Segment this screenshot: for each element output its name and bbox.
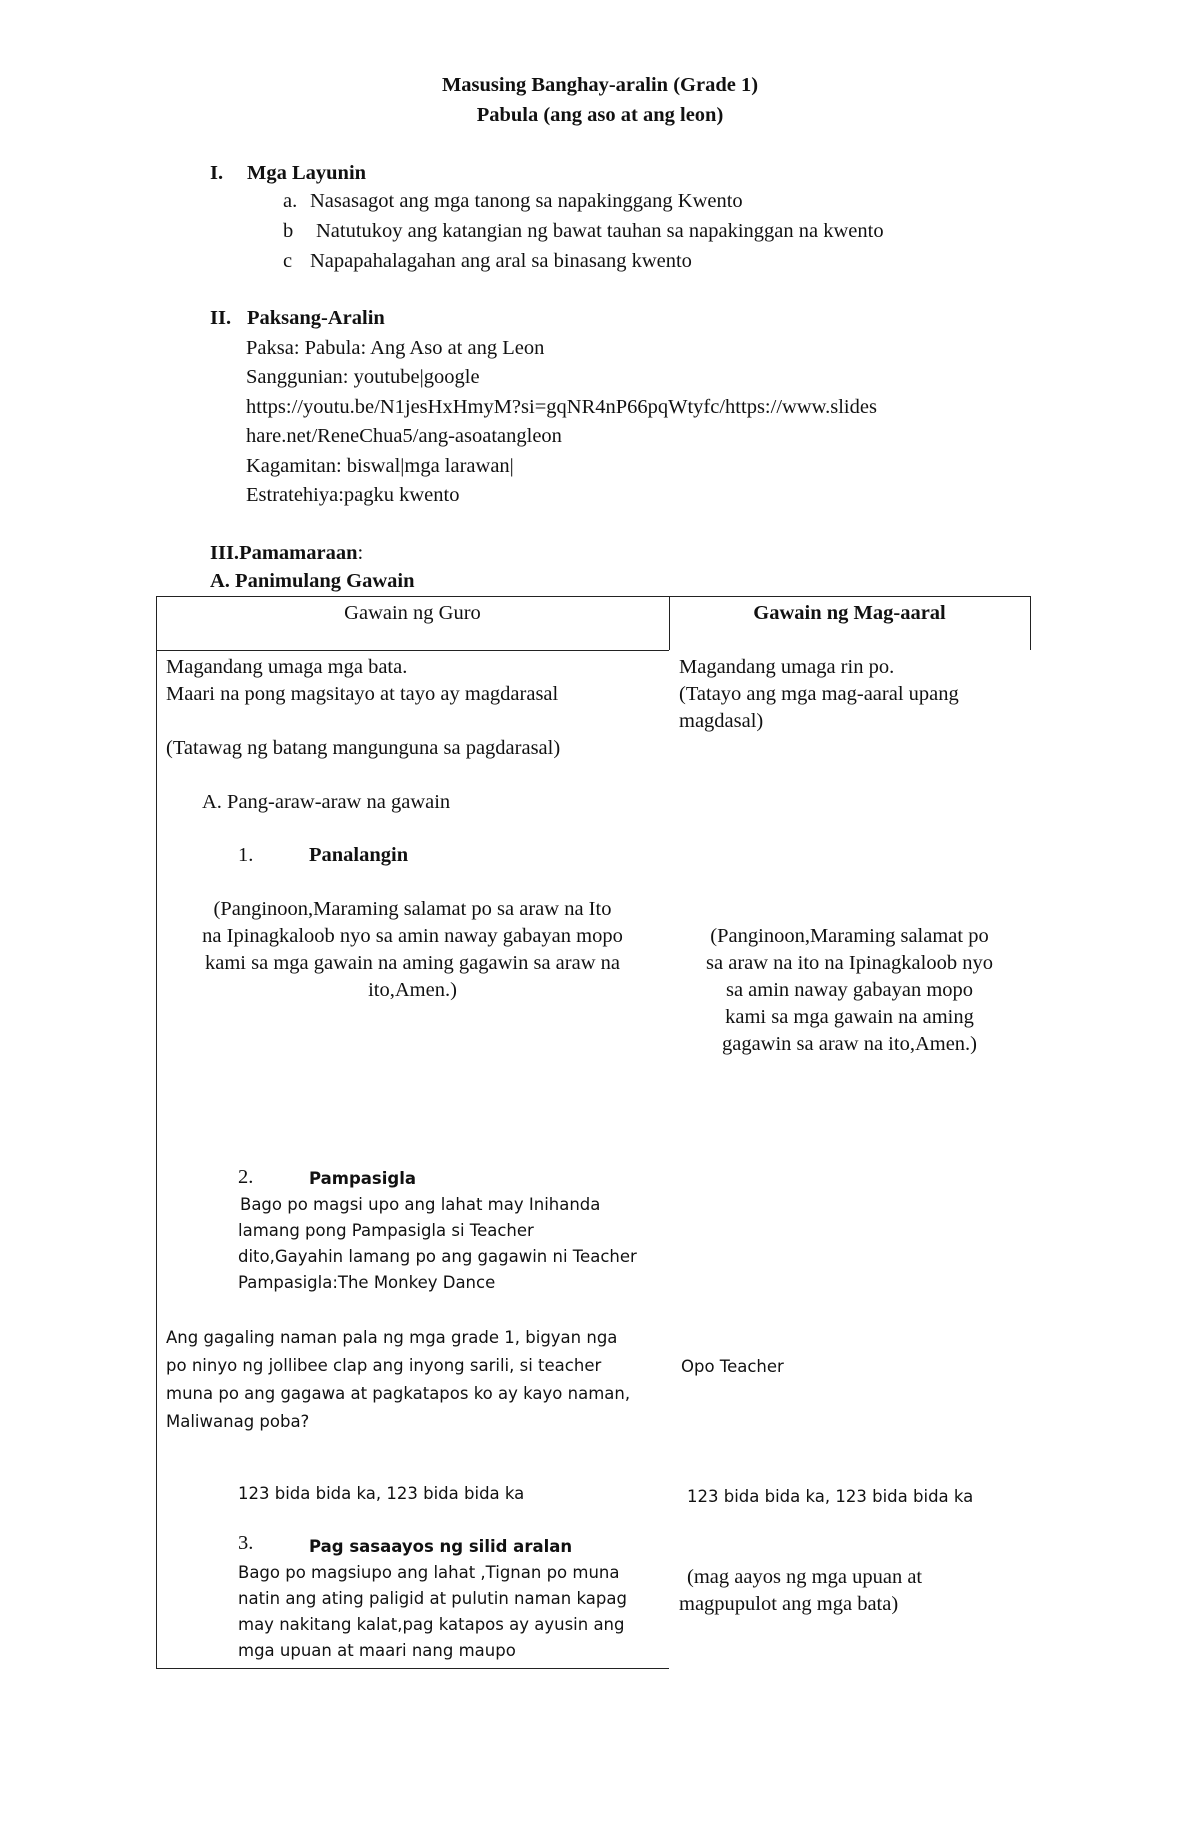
table-right-border — [1030, 596, 1031, 650]
item2-line: lamang pong Pampasigla si Teacher — [238, 1221, 534, 1240]
student-greeting: Magandang umaga rin po. — [679, 656, 895, 678]
praise-line: Maliwanag poba? — [166, 1412, 310, 1431]
item3-line: natin ang ating paligid at pulutin naman kapag — [238, 1589, 627, 1608]
item3-title: Pag sasaayos ng silid aralan — [309, 1537, 573, 1556]
table-header-bottom-border — [156, 650, 669, 651]
student-prayer-line: sa araw na ito na Ipinagkaloob nyo — [706, 952, 993, 974]
student-prayer-line: gagawin sa araw na ito,Amen.) — [721, 1033, 978, 1055]
item2-line: Pampasigla:The Monkey Dance — [238, 1273, 496, 1292]
item2-number: 2. — [238, 1166, 254, 1188]
item2-title: Pampasigla — [309, 1169, 417, 1188]
student-ayos-line: (mag aayos ng mga upuan at — [687, 1566, 923, 1588]
daily-activities-label: A. Pang-araw-araw na gawain — [202, 791, 451, 813]
student-prayer-line: sa amin naway gabayan mopo — [725, 979, 974, 1001]
student-chant: 123 bida bida ka, 123 bida bida ka — [687, 1487, 974, 1506]
reference-link[interactable]: https://youtu.be/N1jesHxHmyM?si=gqNR4nP66pqWtyfc/https://www.slides — [246, 396, 877, 418]
guro-prayer-line: na Ipinagkaloob nyo sa amin naway gabayan mopo — [202, 925, 623, 947]
section3-colon: : — [357, 542, 364, 564]
item3-line: Bago po magsiupo ang lahat ,Tignan po muna — [238, 1563, 620, 1582]
kagamitan-line: Kagamitan: biswal|mga larawan| — [246, 455, 514, 477]
student-prayer-line: (Panginoon,Maraming salamat po — [710, 925, 989, 947]
guro-tatawag: (Tatawag ng batang mangunguna sa pagdarasal) — [166, 737, 561, 759]
paksa-line: Paksa: Pabula: Ang Aso at ang Leon — [246, 337, 545, 359]
item1-number: 1. — [238, 844, 254, 866]
student-tatayo-line: (Tatayo ang mga mag-aaral upang — [679, 683, 959, 705]
item3-line: may nakitang kalat,pag katapos ay ayusin ang — [238, 1615, 625, 1634]
student-prayer-line: kami sa mga gawain na aming — [725, 1006, 974, 1028]
section3-subheading: A. Panimulang Gawain — [210, 570, 415, 592]
table-top-border — [156, 596, 1030, 597]
objective-marker: b — [283, 220, 294, 242]
item1-title: Panalangin — [309, 844, 409, 866]
section3-heading — [210, 542, 363, 565]
objective-text: Nasasagot ang mga tanong sa napakinggang Kwento — [310, 190, 743, 212]
guro-prayer-line: ito,Amen.) — [368, 979, 457, 1001]
objective-marker: a. — [283, 190, 298, 212]
reference-link[interactable]: hare.net/ReneChua5/ang-asoatangleon — [246, 425, 562, 447]
section2-heading: Paksang-Aralin — [247, 307, 385, 329]
student-ayos-line: magpupulot ang mga bata) — [679, 1593, 899, 1615]
guro-instruction: Maari na pong magsitayo at tayo ay magdarasal — [166, 683, 559, 705]
objective-marker: c — [283, 250, 293, 272]
item2-line: Bago po magsi upo ang lahat may Inihanda — [240, 1195, 601, 1214]
section2-numeral: II. — [210, 307, 232, 329]
section1-numeral: I. — [210, 162, 224, 184]
table-left-border — [156, 596, 157, 1669]
guro-greeting: Magandang umaga mga bata. — [166, 656, 408, 678]
praise-line: Ang gagaling naman pala ng mga grade 1, bigyan nga — [166, 1328, 618, 1347]
document-subtitle: Pabula (ang aso at ang leon) — [476, 104, 724, 126]
objective-text: Napapahalagahan ang aral sa binasang kwento — [310, 250, 692, 272]
student-opo: Opo Teacher — [681, 1357, 784, 1376]
section3-numeral: III. — [210, 542, 240, 564]
praise-line: muna po ang gagawa at pagkatapos ko ay kayo naman, — [166, 1384, 631, 1403]
item3-line: mga upuan at maari nang maupo — [238, 1641, 516, 1660]
document-title: Masusing Banghay-aralin (Grade 1) — [441, 74, 759, 96]
guro-prayer-line: (Panginoon,Maraming salamat po sa araw na Ito — [213, 898, 612, 920]
sanggunian-line: Sanggunian: youtube|google — [246, 366, 480, 388]
guro-prayer-line: kami sa mga gawain na aming gagawin sa araw na — [205, 952, 620, 974]
table-bottom-border — [156, 1668, 669, 1669]
item3-number: 3. — [238, 1532, 254, 1554]
praise-line: po ninyo ng jollibee clap ang inyong sarili, si teacher — [166, 1356, 602, 1375]
guro-chant: 123 bida bida ka, 123 bida bida ka — [238, 1484, 525, 1503]
section1-heading: Mga Layunin — [247, 162, 367, 184]
item2-line: dito,Gayahin lamang po ang gagawin ni Teacher — [238, 1247, 637, 1266]
estratehiya-line: Estratehiya:pagku kwento — [246, 484, 460, 506]
objective-text: Natutukoy ang katangian ng bawat tauhan sa napakinggan na kwento — [316, 220, 884, 242]
student-tatayo-line: magdasal) — [679, 710, 764, 732]
column-header-mag-aaral: Gawain ng Mag-aaral — [753, 602, 946, 624]
column-header-guro: Gawain ng Guro — [344, 602, 481, 624]
section3-label: Pamamaraan — [239, 542, 358, 564]
